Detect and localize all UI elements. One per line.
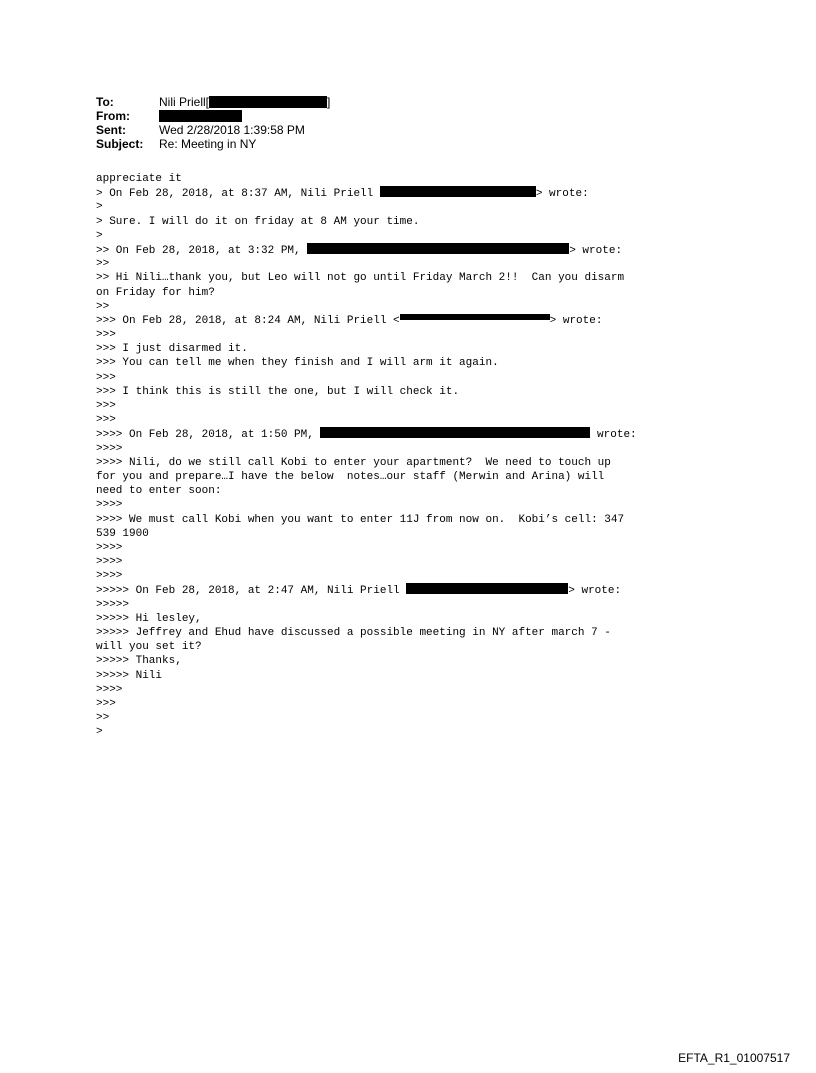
quote-header-end: wrote: — [590, 429, 637, 442]
body-line: >> — [96, 712, 110, 725]
body-line: appreciate it — [96, 173, 182, 185]
quote-header-end: > wrote: — [535, 188, 589, 201]
body-line: >>>> — [96, 556, 123, 569]
quote-header-end: > wrote: — [549, 314, 603, 327]
body-line — [96, 427, 736, 441]
body-line: >>>>> Jeffrey and Ehud have discussed a possible meeting in NY after march 7 - — [96, 627, 611, 639]
body-line: >>> You can tell me when they finish and I will arm it again. — [96, 357, 499, 370]
subject-value: Re: Meeting in NY — [159, 137, 257, 151]
to-bracket: ] — [327, 95, 331, 109]
body-line: >>> — [96, 400, 116, 412]
body-line: 539 1900 — [96, 527, 149, 540]
body-line: >>>>> Hi lesley, — [96, 612, 202, 625]
body-line: >>>>> Thanks, — [96, 655, 182, 668]
body-line: >>> — [96, 329, 116, 342]
body-line: >>>> — [96, 683, 123, 696]
body-line: >>>> We must call Kobi when you want to enter 11J from now on. Kobi’s cell: 347 — [96, 513, 625, 526]
body-line: on Friday for him? — [96, 286, 215, 299]
quote-header: >> On Feb 28, 2018, at 3:32 PM, — [96, 244, 308, 257]
sent-label: Sent: — [96, 123, 126, 137]
body-line: > — [96, 229, 103, 242]
subject-row — [96, 137, 330, 151]
body-line: > — [96, 201, 103, 214]
body-line: >>> — [96, 414, 116, 427]
body-line — [96, 243, 736, 257]
from-value — [159, 109, 242, 123]
body-line: >>>> Nili, do we still call Kobi to enter your apartment? We need to touch up — [96, 456, 611, 469]
quote-header: >>> On Feb 28, 2018, at 8:24 AM, Nili Priell < — [96, 314, 400, 327]
body-line — [96, 583, 736, 597]
subject-label: Subject: — [96, 137, 144, 151]
body-line: >>> — [96, 371, 116, 384]
quote-header: >>>> On Feb 28, 2018, at 1:50 PM, — [96, 429, 321, 442]
body-line: >>>> — [96, 570, 123, 583]
to-row — [96, 95, 330, 109]
quote-header: > On Feb 28, 2018, at 8:37 AM, Nili Priell — [96, 188, 380, 201]
to-value — [159, 95, 330, 109]
redaction-box — [209, 96, 327, 108]
body-line — [96, 314, 736, 328]
body-line: > — [96, 726, 103, 739]
to-label: To: — [96, 95, 114, 109]
body-line: for you and prepare…I have the below notes…our staff (Merwin and Arina) will — [96, 470, 605, 483]
body-line: >> Hi Nili…thank you, but Leo will not go until Friday March 2!! Can you disarm — [96, 272, 625, 285]
from-row — [96, 109, 330, 123]
redaction-box — [406, 583, 568, 594]
body-line: >>>>> — [96, 598, 130, 611]
body-line: >>> — [96, 697, 116, 710]
body-line — [96, 186, 736, 200]
redaction-box — [159, 110, 242, 122]
body-line: >> — [96, 300, 110, 313]
quote-header-end: > wrote: — [569, 244, 623, 257]
redaction-box — [400, 314, 550, 320]
from-label: From: — [96, 109, 130, 123]
sent-row — [96, 123, 330, 137]
quote-header-end: > wrote: — [568, 585, 622, 598]
body-line: >>>> — [96, 499, 123, 512]
body-line: >>> I think this is still the one, but I will check it. — [96, 385, 460, 398]
body-line: >>>> — [96, 541, 123, 554]
redaction-box — [307, 243, 569, 254]
document-id: EFTA_R1_01007517 — [678, 1051, 790, 1065]
sent-value: Wed 2/28/2018 1:39:58 PM — [159, 123, 305, 137]
body-line: >>> I just disarmed it. — [96, 343, 248, 356]
body-line: will you set it? — [96, 641, 202, 654]
email-body — [96, 172, 736, 740]
body-line: >> — [96, 258, 110, 271]
redaction-box — [320, 427, 590, 438]
body-line: need to enter soon: — [96, 485, 222, 498]
body-line: >>>> — [96, 442, 123, 455]
redaction-box — [380, 186, 536, 197]
email-header — [96, 95, 330, 151]
body-line: > Sure. I will do it on friday at 8 AM your time. — [96, 215, 420, 228]
to-name: Nili Priell[ — [159, 95, 210, 109]
quote-header: >>>>> On Feb 28, 2018, at 2:47 AM, Nili Priell — [96, 585, 407, 598]
body-line: >>>>> Nili — [96, 669, 163, 682]
